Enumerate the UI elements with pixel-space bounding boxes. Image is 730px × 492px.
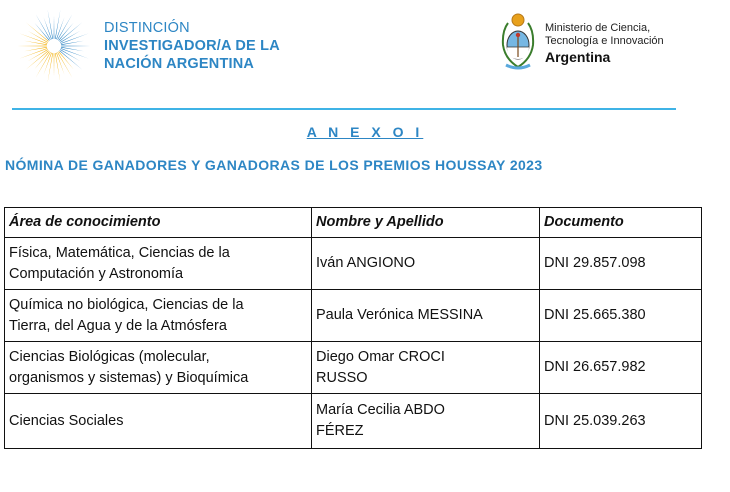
sun-ray (61, 46, 91, 47)
column-header-documento: Documento (540, 208, 702, 238)
sun-ray (61, 41, 84, 45)
winners-table (4, 207, 702, 449)
area-cell (5, 342, 312, 394)
sun-ray (24, 41, 47, 45)
table-row (5, 290, 702, 342)
nombre-cell (312, 394, 540, 449)
area-line2: Computación y Astronomía (9, 265, 184, 282)
nombre-cell (312, 238, 540, 290)
area-line1: Ciencias Sociales (9, 412, 124, 429)
sun-ray (57, 14, 72, 40)
distincion-line1: DISTINCIÓN (104, 20, 190, 36)
sun-ray (57, 52, 72, 78)
nombre-line1: María Cecilia ABDO (316, 402, 445, 418)
sun-ray (55, 53, 60, 82)
table-row (5, 238, 702, 290)
nombre-cell (312, 342, 540, 394)
distincion-line2: INVESTIGADOR/A DE LA (104, 38, 280, 54)
sun-ray (36, 14, 51, 40)
ministerio-country: Argentina (545, 49, 611, 65)
sun-ray (59, 50, 82, 69)
table-header-row (5, 208, 702, 238)
distincion-line3: NACIÓN ARGENTINA (104, 56, 255, 72)
area-line1: Física, Matemática, Ciencias de la (9, 244, 230, 261)
sun-ray (54, 53, 55, 76)
ministerio-line1: Ministerio de Ciencia, (545, 22, 651, 34)
ministerio-logo-text (545, 22, 664, 67)
sun-ray (59, 22, 82, 41)
table-row (5, 394, 702, 449)
sun-ray (17, 46, 47, 47)
sun-ray (54, 16, 55, 39)
sun-ray (44, 53, 52, 75)
nombre-line2: FÉREZ (316, 423, 364, 439)
header-divider (12, 108, 676, 110)
sun-ray (48, 53, 53, 82)
nombre-line1: Iván ANGIONO (316, 255, 416, 271)
column-header-nombre: Nombre y Apellido (312, 208, 540, 238)
sun-ray (61, 47, 84, 51)
area-line1: Ciencias Biológicas (molecular, (9, 348, 210, 365)
header (0, 0, 730, 90)
documento-cell: DNI 29.857.098 (540, 238, 702, 290)
nombre-cell (312, 290, 540, 342)
area-line1: Química no biológica, Ciencias de la (9, 296, 244, 313)
coat-of-arms-icon (498, 11, 538, 73)
area-cell (5, 238, 312, 290)
distincion-logo-text (104, 19, 280, 73)
sun-ray (56, 53, 64, 75)
documento-cell: DNI 25.665.380 (540, 290, 702, 342)
sun-icon (14, 6, 94, 86)
table-row (5, 342, 702, 394)
area-cell (5, 290, 312, 342)
column-header-area: Área de conocimiento (5, 208, 312, 238)
nombre-line1: Diego Omar CROCI (316, 348, 445, 365)
sun-ray (36, 52, 51, 78)
area-line2: organismos y sistemas) y Bioquímica (9, 369, 249, 386)
anexo-title: A N E X O I (306, 124, 424, 140)
nomina-title: NÓMINA DE GANADORES Y GANADORAS DE LOS PREMIOS HOUSSAY 2023 (5, 157, 543, 173)
nombre-line2: RUSSO (316, 369, 368, 386)
sun-ray (55, 10, 60, 39)
ministerio-line2: Tecnología e Innovación (545, 34, 664, 47)
sun-ray (56, 17, 64, 39)
sun-ray (44, 17, 52, 39)
sun-ray (26, 22, 49, 41)
sun-ray (26, 50, 49, 69)
area-cell (5, 394, 312, 449)
sun-ray (48, 10, 53, 39)
area-line2: Tierra, del Agua y de la Atmósfera (9, 317, 227, 334)
sun-ray (24, 47, 47, 51)
documento-cell: DNI 25.039.263 (540, 394, 702, 449)
documento-cell: DNI 26.657.982 (540, 342, 702, 394)
nombre-line1: Paula Verónica MESSINA (316, 307, 483, 323)
